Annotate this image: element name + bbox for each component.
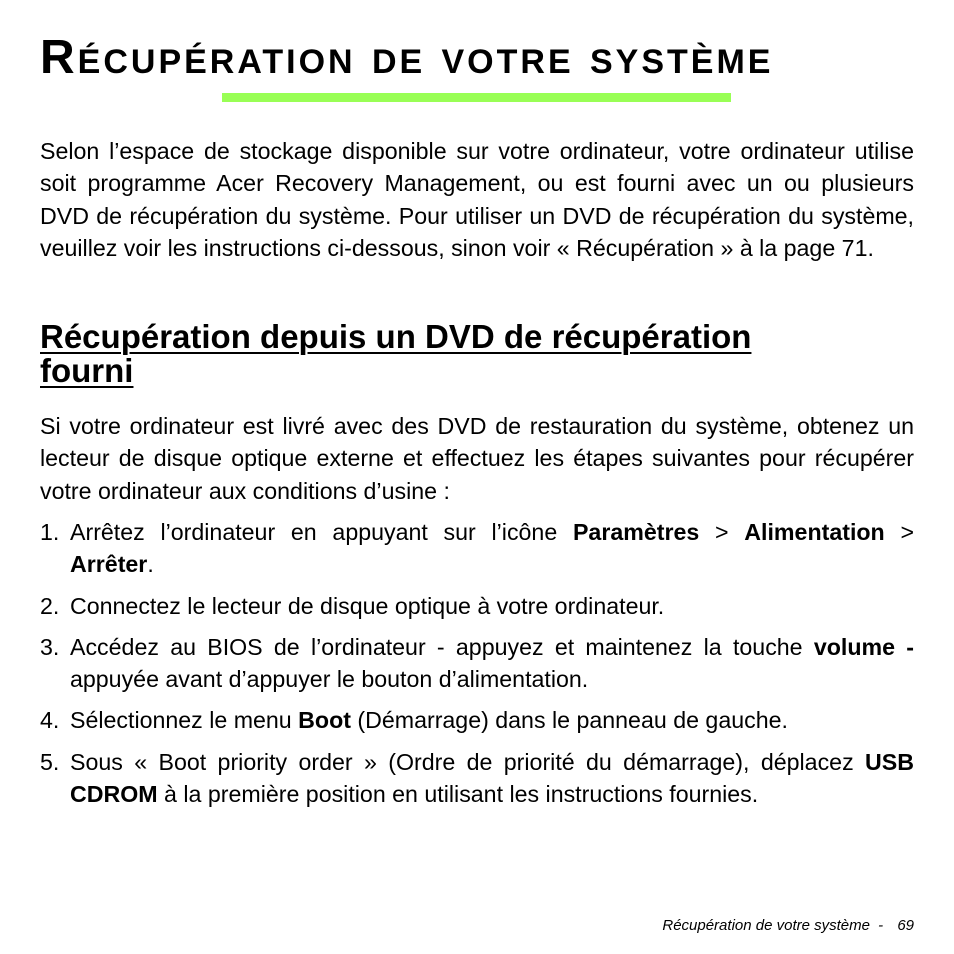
step-text: (Démarrage) dans le panneau de gauche.: [350, 707, 788, 734]
step-text: .: [147, 551, 154, 578]
list-item: [40, 516, 914, 581]
list-item: [40, 590, 914, 622]
step-number: 3.: [40, 633, 60, 660]
section-heading: [40, 320, 840, 388]
list-item: [40, 631, 914, 696]
step-number: 4.: [40, 707, 60, 734]
step-text: Arrêtez l’ordinateur en appuyant sur l’icône: [70, 519, 573, 545]
footer-separator: -: [878, 917, 884, 934]
title-underline-bar: [222, 93, 731, 102]
step-bold-text: Boot: [298, 707, 351, 734]
footer-title: Récupération de votre système: [662, 917, 870, 934]
page-footer: [662, 917, 914, 934]
step-bold-text: Paramètres: [572, 519, 700, 545]
list-item: [40, 746, 914, 811]
step-number: 5.: [40, 748, 60, 775]
section-heading-text: Récupération depuis un DVD de récupération fourni: [40, 318, 752, 389]
intro-paragraph: Selon l’espace de stockage disponible sur votre ordinateur, votre ordinateur utilise soit programme Acer Recovery Management, ou est fourni avec un ou plusieurs DVD de récupération du système. Pour utiliser un DVD de récupération du système, veuillez voir les instructions ci-dessous, sinon voir « Récupération » à la page 71.: [40, 138, 914, 261]
step-text: Sélectionnez le menu: [70, 707, 299, 734]
step-text: >: [884, 519, 914, 545]
step-text: Sous « Boot priority order » (Ordre de priorité du démarrage), déplacez: [70, 748, 866, 775]
step-number: 1.: [40, 519, 60, 545]
step-text: Connectez le lecteur de disque optique à votre ordinateur.: [70, 592, 665, 619]
step-bold-text: USB CDROM: [70, 748, 914, 808]
step-bold-text: volume -: [813, 633, 915, 660]
step-number: 2.: [40, 592, 60, 619]
step-bold-text: Alimentation: [744, 519, 885, 545]
step-text: à la première position en utilisant les instructions fournies.: [157, 781, 759, 808]
page-number: 69: [897, 917, 914, 934]
list-item: [40, 704, 914, 736]
page-title: Récupération de votre système: [40, 31, 774, 84]
step-text: >: [699, 519, 745, 545]
step-bold-text: Arrêter: [70, 551, 148, 578]
step-text: Accédez au BIOS de l’ordinateur - appuyez et maintenez la touche: [70, 633, 814, 660]
steps-list: [40, 516, 914, 819]
step-text: appuyée avant d’appuyer le bouton d’alimentation.: [70, 666, 589, 693]
section-intro-paragraph: Si votre ordinateur est livré avec des DVD de restauration du système, obtenez un lecteur de disque optique externe et effectuez les étapes suivantes pour récupérer votre ordinateur aux conditions d’usine :: [40, 413, 914, 504]
